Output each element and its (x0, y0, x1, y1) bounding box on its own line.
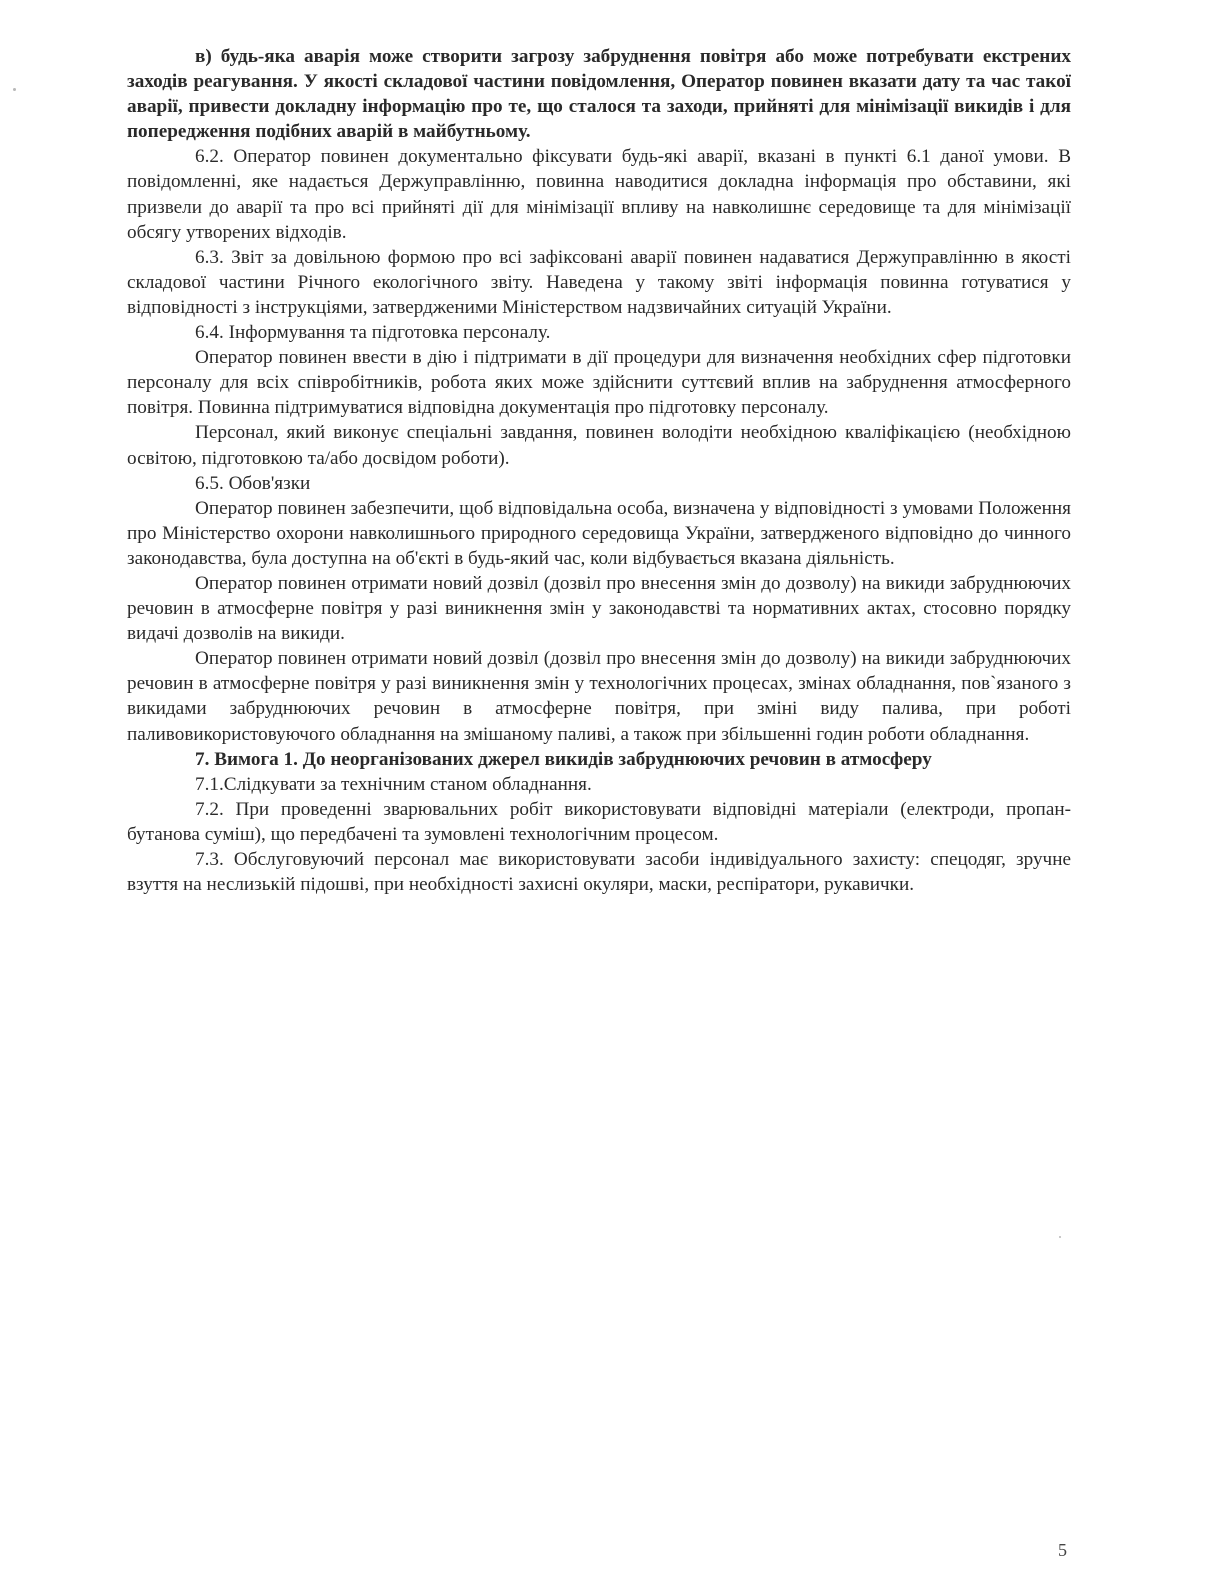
page-number: 5 (1058, 1540, 1067, 1560)
paragraph-6-5-responsible-person: Оператор повинен забезпечити, щоб відповідальна особа, визначена у відповідності з умовами Положення про Міністерство охорони навколишнього природного середовища України, затвердженого відповідно до чинного законодавства, була доступна на об'єкті в будь-який час, коли відбувається вказана діяльність. (127, 497, 1071, 569)
scan-speck (13, 88, 16, 91)
paragraph-6-2: 6.2. Оператор повинен документально фіксувати будь-які аварії, вказані в пункті 6.1 даної умови. В повідомленні, яке надається Держуправлінню, повинна наводитися докладна інформація про обставини, які призвели до аварії та про всі прийняті дії для мінімізації впливу на навколишнє середовище та для мінімізації обсягу утворених відходів. (127, 146, 1071, 243)
paragraph-6-4-procedures: Оператор повинен ввести в дію і підтримати в дії процедури для визначення необхідних сфер підготовки персоналу для всіх співробітників, робота яких може здійснити суттєвий вплив на забруднення атмосферного повітря. Повинна підтримуватися відповідна документація про підготовку персоналу. (127, 347, 1071, 419)
paragraph-6-5-new-permit-legislation: Оператор повинен отримати новий дозвіл (дозвіл про внесення змін до дозволу) на викиди забруднюючих речовин в атмосферне повітря у разі виникнення змін у законодавстві та нормативних актах, стосовно порядку видачі дозволів на викиди. (127, 572, 1071, 645)
paragraph-7-3: 7.3. Обслуговуючий персонал має використовувати засоби індивідуального захисту: спецодяг, зручне взуття на неслизькій підошві, при необхідності захисні окуляри, маски, респіратори, рукавички. (127, 849, 1071, 896)
section-heading-6-4: 6.4. Інформування та підготовка персоналу. (195, 322, 551, 344)
scan-speck (1059, 1236, 1061, 1238)
paragraph-6-5-new-permit-technology: Оператор повинен отримати новий дозвіл (дозвіл про внесення змін до дозволу) на викиди забруднюючих речовин в атмосферне повітря у разі виникнення змін у технологічних процесах, змінах обладнання, пов`язаного з викидами забруднюючих речовин в атмосферне повітря, при зміні виду палива, при роботі паливовикористовуючого обладнання на змішаному паливі, а також при збільшенні годин роботи обладнання. (127, 648, 1071, 745)
paragraph-7-1: 7.1.Слідкувати за технічним станом обладнання. (195, 773, 592, 795)
section-heading-6-5: 6.5. Обов'язки (195, 472, 311, 494)
paragraph-6-4-qualification: Персонал, який виконує спеціальні завдання, повинен володіти необхідною кваліфікацією (необхідною освітою, підготовкою та/або досвідом роботи). (127, 422, 1071, 469)
paragraph-accident-item-v: в) будь-яка аварія може створити загрозу забруднення повітря або може потребувати екстрених заходів реагування. У якості складової частини повідомлення, Оператор повинен вказати дату та час такої аварії, привести докладну інформацію про те, що сталося та заходи, прийняті для мінімізації викидів і для попередження подібних аварій в майбутньому. (127, 46, 1071, 143)
paragraph-7-2: 7.2. При проведенні зварювальних робіт використовувати відповідні матеріали (електроди, пропан-бутанова суміш), що передбачені та зумовлені технологічним процесом. (127, 798, 1071, 845)
document-page (127, 44, 1071, 897)
section-heading-7: 7. Вимога 1. До неорганізованих джерел викидів забруднюючих речовин в атмосферу (195, 748, 932, 770)
paragraph-6-3: 6.3. Звіт за довільною формою про всі зафіксовані аварії повинен надаватися Держуправлінню в якості складової частини Річного екологічного звіту. Наведена у такому звіті інформація повинна готуватися у відповідності з інструкціями, затвердженими Міністерством надзвичайних ситуацій України. (127, 246, 1071, 318)
